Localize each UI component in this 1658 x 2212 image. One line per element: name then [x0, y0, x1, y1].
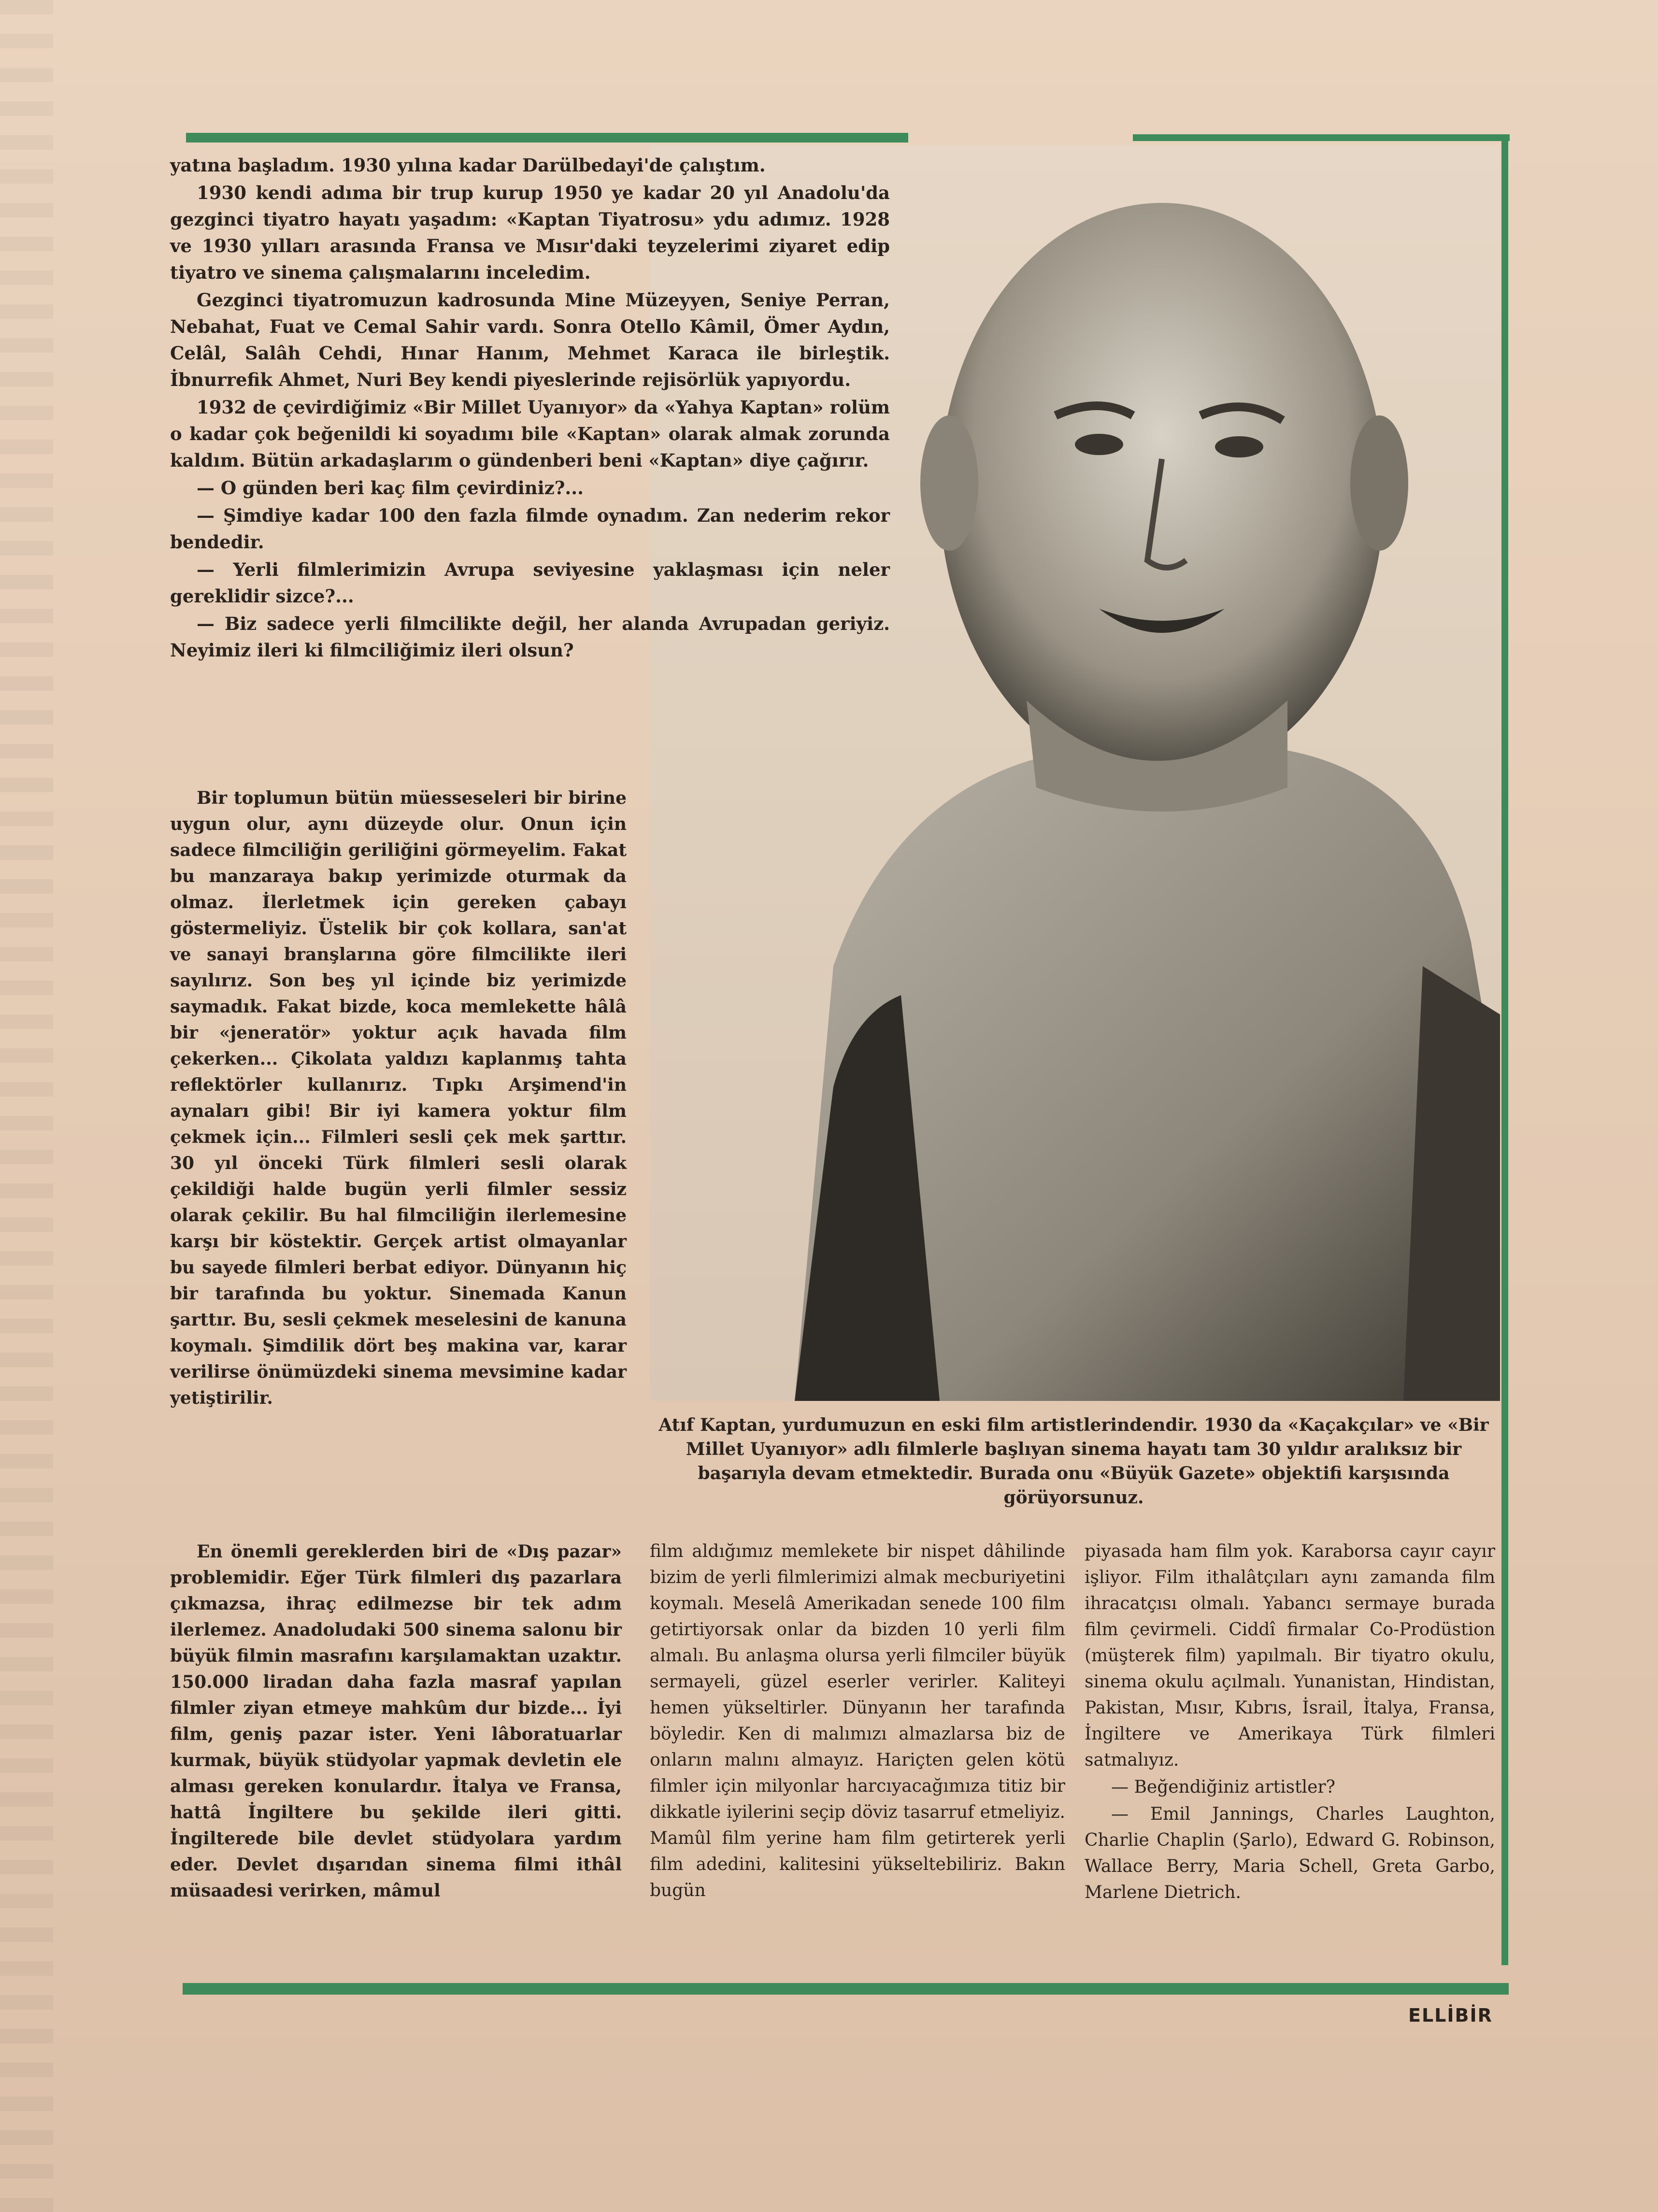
- green-rule-top-left: [186, 133, 908, 143]
- bottom-left-column: [170, 1539, 622, 1905]
- interview-answer: — Biz sadece yerli filmcilikte değil, her alanda Avrupadan geriyiz. Neyimiz ileri ki filmciliğimiz ileri olsun?: [170, 613, 890, 661]
- left-column: [170, 785, 627, 1412]
- interview-question: — Yerli filmlerimizin Avrupa seviyesine yaklaşması için neler gereklidir sizce?...: [170, 559, 890, 607]
- interview-question: — O günden beri kaç film çevirdiniz?...: [197, 477, 584, 499]
- photo-caption: Atıf Kaptan, yurdumuzun en eski film artistlerindendir. 1930 da «Kaçakçılar» ve «Bir Millet Uyanıyor» adlı filmlerle başlıyan sinema hayatı tam 30 yıldır aralıksız bir başarıyla devam etmektedir. Burada onu «Büyük Gazete» objektifi karşısında görüyorsunuz.: [658, 1415, 1489, 1508]
- intro-column: [170, 152, 890, 665]
- paragraph: Bir toplumun bütün müesseseleri bir birine uygun olur, aynı düzeyde olur. Onun için sadece filmciliğin geriliğini görmeyelim. Fakat bu manzaraya bakıp yerimizde oturmak da olmaz. İlerletmek için gereken çabayı göstermeliyiz. Üstelik bir çok kollara, san'at ve sanayi branşlarına göre filmcilikte ileri sayılırız. Son beş yıl içinde biz yerimizde saymadık. Fakat bizde, koca memlekette hâlâ bir «jeneratör» yoktur açık havada film çekerken... Çikolata yaldızı kaplanmış tahta reflektörler kullanırız. Tıpkı Arşimend'in aynaları gibi! Bir iyi kamera yoktur film çekmek için... Filmleri sesli çek mek şarttır. 30 yıl önceki Türk filmleri sesli olarak çekildiği halde bugün yerli filmler sessiz olarak çekilir. Bu hal filmciliğin ilerlemesine karşı bir köstektir. Gerçek artist olmayanlar bu sayede filmleri berbat ediyor. Dünyanın hiç bir tarafında bu yoktur. Sinemada Kanun şarttır. Bu, sesli çekmek meselesini de kanuna koymalı. Şimdilik dört beş makina var, karar verilirse önümüzdeki sinema mevsimine kadar yetiştirilir.: [170, 788, 627, 1408]
- page-footer-label: ELLİBİR: [1408, 2005, 1493, 2026]
- interview-answer: — Şimdiye kadar 100 den fazla filmde oynadım. Zan nederim rekor bendedir.: [170, 505, 890, 553]
- green-rule-top-right: [1133, 134, 1510, 141]
- interview-question: — Beğendiğiniz artistler?: [1111, 1777, 1335, 1797]
- paragraph: film aldığımız memlekete bir nispet dâhilinde bizim de yerli filmlerimizi almak mecburiyetini koymalı. Meselâ Amerikadan senede 100 film getirtiyorsak onlar da bizden 10 yerli film almalı. Bu anlaşma olursa yerli filmciler büyük sermayeli, güzel eserler verirler. Kaliteyi hemen yükseltirler. Dünyanın her tarafında böyledir. Ken di malımızı almazlarsa biz de onların malını almayız. Hariçten gelen kötü filmler için milyonlar harcıyacağımıza titiz bir dikkatle iyilerini seçip döviz tasarruf etmeliyiz. Mamûl film yerine ham film getirterek yerli film adedini, kalitesini yükseltebiliriz. Bakın bugün: [650, 1541, 1065, 1900]
- green-rule-bottom: [183, 1983, 1509, 1995]
- bottom-middle-column: [650, 1539, 1065, 1905]
- paragraph: Gezginci tiyatromuzun kadrosunda Mine Müzeyyen, Seniye Perran, Nebahat, Fuat ve Cemal Sahir vardı. Sonra Otello Kâmil, Ömer Aydın, Celâl, Salâh Cehdi, Hınar Hanım, Mehmet Karaca ile birleştik. İbnurrefik Ahmet, Nuri Bey kendi piyeslerinde rejisörlük yapıyordu.: [170, 289, 890, 390]
- bottom-right-column: [1085, 1539, 1495, 1907]
- paragraph: 1930 kendi adıma bir trup kurup 1950 ye kadar 20 yıl Anadolu'da gezginci tiyatro hayatı yaşadım: «Kaptan Tiyatrosu» ydu adımız. 1928 ve 1930 yılları arasında Fransa ve Mısır'daki teyzelerimi ziyaret edip tiyatro ve sinema çalışmalarını inceledim.: [170, 182, 890, 283]
- paragraph: piyasada ham film yok. Karaborsa cayır cayır işliyor. Film ithalâtçıları aynı zamanda film ihracatçısı olmalı. Yabancı sermaye burada film çevirmeli. Ciddî firmalar Co-Prodüstion (müşterek film) yapılmalı. Bir tiyatro okulu, sinema okulu açılmalı. Yunanistan, Hindistan, Pakistan, Mısır, Kıbrıs, İsrail, İtalya, Fransa, İngiltere ve Amerikaya Türk filmleri satmalıyız.: [1085, 1541, 1495, 1770]
- torn-edge: [0, 0, 53, 2212]
- green-rule-right: [1501, 134, 1508, 1965]
- paragraph: En önemli gereklerden biri de «Dış pazar» problemidir. Eğer Türk filmleri dış pazarlara çıkmazsa, ihraç edilmezse bir tek adım ilerlemez. Anadoludaki 500 sinema salonu bir büyük filmin masrafını karşılamaktan uzaktır. 150.000 liradan daha fazla masraf yapılan filmler ziyan etmeye mahkûm dur bizde... İyi film, geniş pazar ister. Yeni lâboratuarlar kurmak, büyük stüdyolar yapmak devletin ele alması gereken konulardır. İtalya ve Fransa, hattâ İngiltere bu şekilde ileri gitti. İngilterede bile devlet stüdyolara yardım eder. Devlet dışarıdan sinema filmi ithâl müsaadesi verirken, mâmul: [170, 1541, 622, 1901]
- paragraph: yatına başladım. 1930 yılına kadar Darülbedayi'de çalıştım.: [170, 155, 766, 176]
- paragraph: 1932 de çevirdiğimiz «Bir Millet Uyanıyor» da «Yahya Kaptan» rolüm o kadar çok beğenildi ki soyadımı bile «Kaptan» olarak almak zorunda kaldım. Bütün arkadaşlarım o gündenberi beni «Kaptan» diye çağırır.: [170, 397, 890, 471]
- interview-answer: — Emil Jannings, Charles Laughton, Charlie Chaplin (Şarlo), Edward G. Robinson, Wallace Berry, Maria Schell, Greta Garbo, Marlene Dietrich.: [1085, 1804, 1495, 1902]
